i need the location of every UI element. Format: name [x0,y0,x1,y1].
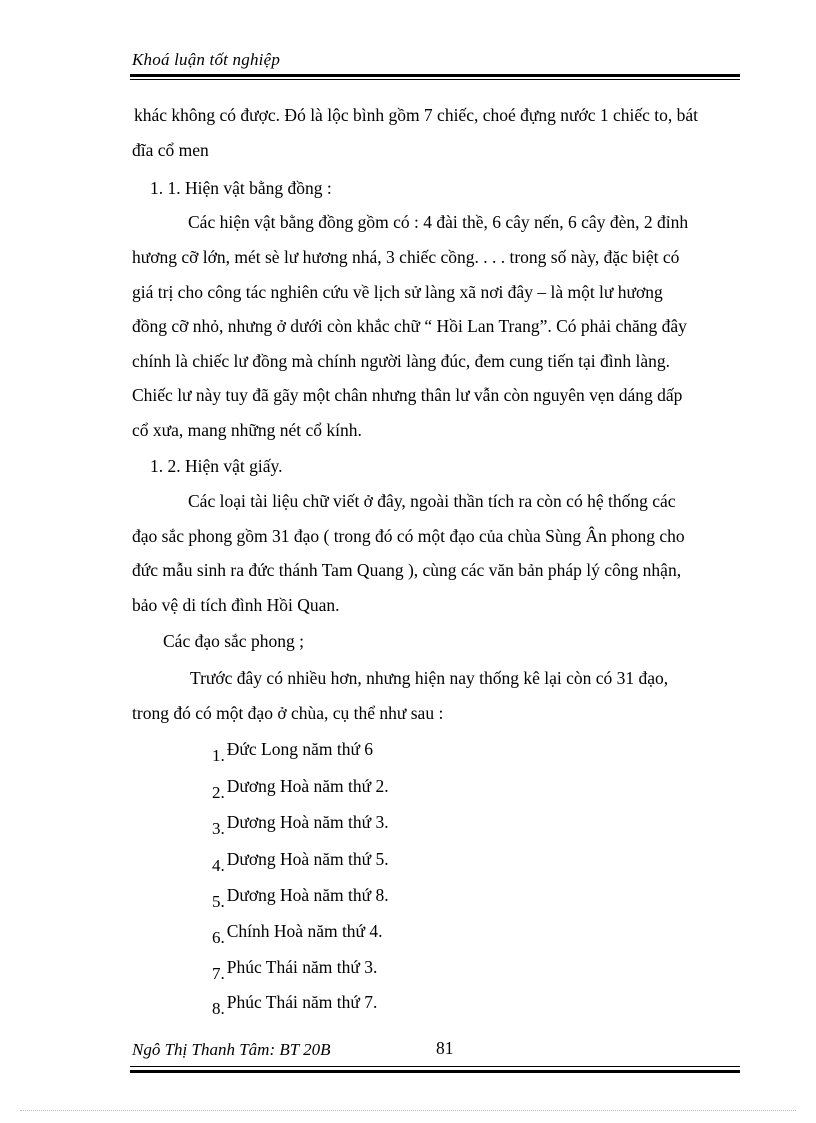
list-item [212,775,389,804]
footer-rule-thin [130,1066,740,1067]
paragraph-line: chính là chiếc lư đồng mà chính người làng đúc, đem cung tiến tại đình làng. [132,351,671,371]
list-item-number: 3. [212,819,225,838]
list-item [212,991,377,1020]
list-item-text: Chính Hoà năm thứ 4. [226,921,383,941]
paragraph-line: cổ xưa, mang những nét cổ kính. [132,420,362,440]
list-item-number: 8. [212,999,225,1018]
paragraph-line: đạo sắc phong gồm 31 đạo ( trong đó có một đạo của chùa Sùng Ân phong cho [132,526,685,546]
paragraph-line: Các hiện vật bằng đồng gồm có : 4 đài thề, 6 cây nến, 6 cây đèn, 2 đỉnh [188,212,689,232]
paragraph-line: bảo vệ di tích đình Hồi Quan. [132,595,340,615]
footer-author: Ngô Thị Thanh Tâm: BT 20B [132,1040,331,1059]
footer-rule-thick [130,1070,740,1073]
list-item [212,956,377,985]
list-item-text: Phúc Thái năm thứ 7. [226,992,378,1012]
list-item-text: Đức Long năm thứ 6 [226,739,374,759]
paragraph-line: đức mẫu sinh ra đức thánh Tam Quang ), cùng các văn bản pháp lý công nhận, [132,560,682,580]
list-item-number: 4. [212,856,225,875]
page-header-title: Khoá luận tốt nghiệp [132,50,281,69]
paragraph-line: khác không có được. Đó là lộc bình gồm 7 chiếc, choé đựng nước 1 chiếc to, bát [134,105,699,125]
list-item-number: 7. [212,964,225,983]
paragraph-line: Chiếc lư này tuy đã gãy một chân nhưng thân lư vẫn còn nguyên vẹn dáng dấp [132,385,683,405]
list-item [212,848,389,877]
list-item-text: Phúc Thái năm thứ 3. [226,957,378,977]
section-heading: 1. 1. Hiện vật bằng đồng : [150,178,332,198]
list-item [212,884,389,913]
list-item [212,738,373,767]
list-item-text: Dương Hoà năm thứ 3. [226,812,389,832]
list-item-text: Dương Hoà năm thứ 5. [226,849,389,869]
list-item [212,811,389,840]
list-item-number: 6. [212,928,225,947]
list-item [212,920,383,949]
list-item-number: 1. [212,746,225,765]
list-item-text: Dương Hoà năm thứ 2. [226,776,389,796]
paragraph-line: đĩa cổ men [132,140,209,160]
list-item-number: 5. [212,892,225,911]
list-item-number: 2. [212,783,225,802]
header-rule-thin [130,79,740,80]
paragraph-line: trong đó có một đạo ở chùa, cụ thể như sau : [132,703,444,723]
paragraph-line: Trước đây có nhiều hơn, nhưng hiện nay thống kê lại còn có 31 đạo, [190,668,669,688]
page-edge-dotted-line [20,1110,796,1111]
section-heading: Các đạo sắc phong ; [163,631,304,651]
paragraph-line: giá trị cho công tác nghiên cứu về lịch sử làng xã nơi đây – là một lư hương [132,282,663,302]
paragraph-line: hương cỡ lớn, mét sè lư hương nhá, 3 chiếc cồng. . . . trong số này, đặc biệt có [132,247,680,267]
header-rule-thick [130,74,740,77]
section-heading: 1. 2. Hiện vật giấy. [150,456,283,476]
list-item-text: Dương Hoà năm thứ 8. [226,885,389,905]
paragraph-line: đồng cỡ nhỏ, nhưng ở dưới còn khắc chữ “ Hồi Lan Trang”. Có phải chăng đây [132,316,687,336]
paragraph-line: Các loại tài liệu chữ viết ở đây, ngoài thần tích ra còn có hệ thống các [188,491,676,511]
page-number: 81 [436,1038,454,1058]
